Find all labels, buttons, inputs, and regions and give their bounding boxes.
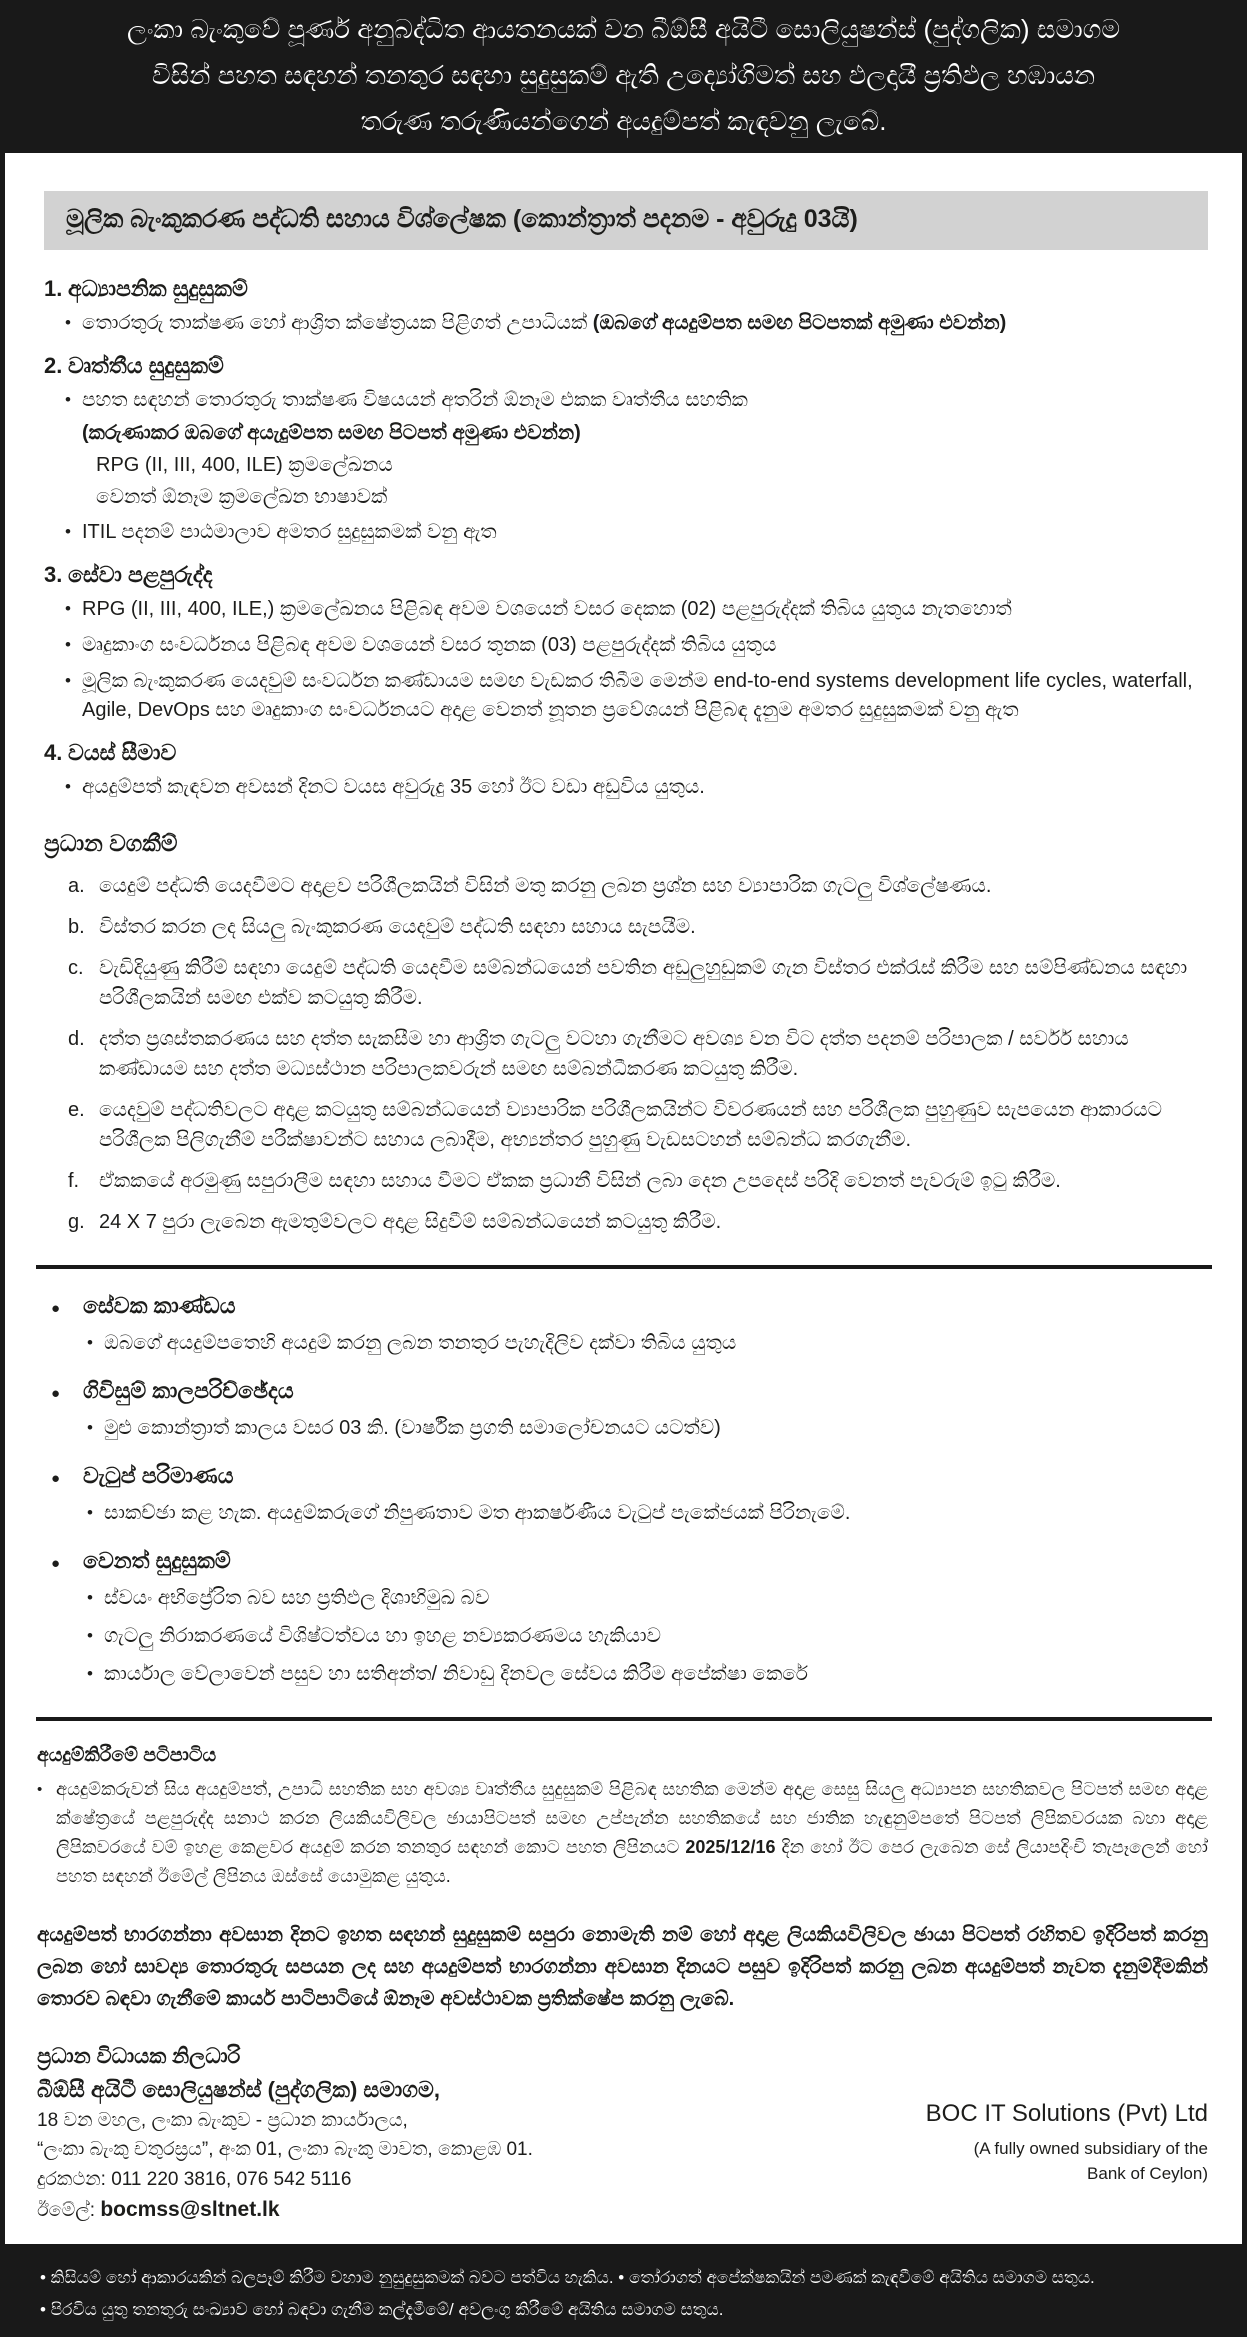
section-heading	[44, 276, 1208, 302]
contact-address-line-2: “ලංකා බැංකු චතුරස්‍රය”, අංක 01, ලංකා බැංකු මාවත, කොළඹ 01.	[37, 2139, 533, 2161]
info-title: වෙනත් සුදුසුකම්	[83, 1547, 231, 1573]
duty-text: දත්ත ප්‍රශස්තකරණය සහ දත්ත සැකසීම හා ආශ්‍රිත ගැටලු වටහා ගැනීමට අවශ්‍ය වන විට දත්ත පදනම් පරිපාලක / සර්වර් සහාය කණ්ඩායම සහ දත්ත මධ්‍යස්ථාන පරිපාලකවරුන් සමඟ සම්බන්ධීකරණ කටයුතු කිරීම.	[99, 1027, 1129, 1080]
bullet-item	[44, 631, 1208, 660]
duty-label: g.	[68, 1210, 85, 1233]
section-number: 4.	[44, 739, 63, 765]
dot-bullet-icon: ●	[51, 1469, 61, 1487]
bullet-item	[87, 1622, 1208, 1651]
bullet-icon: •	[87, 1625, 93, 1645]
duty-text: වැඩිදියුණු කිරීම් සඳහා යෙදුම් පද්ධති යෙදවීම සම්බන්ධයෙන් පවතින අඩුලුහුඩුකම් ගැන විස්තර එක්රැස් කිරීම සහ සම්පිණ්ඩනය සඳහා පරිශීලකයින් සමඟ එක්ව කටයුතු කිරීම.	[99, 956, 1188, 1009]
duty-item-c	[44, 953, 1208, 1013]
section-key-responsibilities	[44, 830, 1208, 1237]
header-banner	[0, 0, 1247, 153]
banner-line-1: ලංකා බැංකුවේ පූර්ණ අනුබද්ධිත ආයතනයක් වන බීඕසී අයිටී සොලියුෂන්ස් (පුද්ගලික) සමාගම	[126, 13, 1121, 44]
phone-label: දුරකථන:	[37, 2168, 112, 2190]
info-body	[44, 1499, 1208, 1528]
bullet-item	[87, 1660, 1208, 1689]
section-number: 2.	[44, 352, 63, 378]
bullet-icon: •	[87, 1502, 93, 1522]
job-title: මූලික බැංකුකරණ පද්ධති සහාය විශ්ලේෂක (කොන්ත්‍රාත් පදනම - අවුරුදු 03යි)	[66, 205, 858, 233]
bullet-text: ඔබගේ අයදුම්පතෙහි අයදුම් කරනු ලබන තනතුර පැහැදිලිව දක්වා තිබිය යුතුය	[104, 1331, 737, 1354]
bullet-text: කාර්යාල වේලාවෙන් පසුව හා සතිඅන්ත/ නිවාඩු දිනවල සේවය කිරීම අපේක්ෂා කෙරේ	[104, 1662, 809, 1685]
banner-line-3: තරුණ තරුණියන්ගෙන් අයදුම්පත් කැඳවනු ලැබේ.	[360, 105, 887, 136]
section-age-limit	[44, 740, 1208, 802]
duties-heading: ප්‍රධාන වගකීම්	[44, 829, 178, 856]
duty-text: ඒකකයේ අරමුණු සපුරාලීම සඳහා සහාය වීමට ඒකක ප්‍රධානී විසින් ලබා දෙන උපදෙස් පරිදි වෙනත් පැවරුම් ඉටු කිරීම.	[99, 1169, 1061, 1192]
bullet-text: මුළු කොන්ත්‍රාත් කාලය වසර 03 කි. (වාර්ෂික ප්‍රගති සමාලෝචනයට යටත්ව)	[104, 1416, 721, 1439]
footer-banner	[0, 2244, 1247, 2337]
bullet-item	[44, 386, 1208, 415]
bullet-item	[87, 1414, 1208, 1443]
section-application-procedure	[37, 1744, 1208, 1892]
footer-note-1: • කිසියම් හෝ ආකාරයකින් බලපෑම් කිරීම වහාම නුසුදුසුකමක් බවට පත්විය හැකිය. • තෝරාගත් අපේක්ෂකයින් පමණක් කැඳවීමේ අයිතිය සමාගම සතුය.	[40, 2268, 1095, 2288]
section-title: සේවා පළපුරුද්ද	[68, 561, 213, 587]
bullet-text: ගැටලු නිරාකරණයේ විශිෂ්ටත්වය හා ඉහළ නව්‍යකරණමය හැකියාව	[104, 1624, 661, 1647]
bullet-text	[82, 309, 1006, 338]
section-other-qualifications	[44, 1548, 1208, 1689]
section-salary-scale	[44, 1463, 1208, 1528]
bullet-icon: •	[87, 1417, 93, 1437]
contact-company-name: බීඕසී අයිටී සොලියුෂන්ස් (පුද්ගලික) සමාගම,	[37, 2076, 440, 2102]
bullet-text: ITIL පදනම් පාඨමාලාව අමතර සුදුසුකමක් වනු ඇත	[82, 520, 497, 543]
application-paragraph	[37, 1775, 1208, 1892]
sub-item-other-language: වෙනත් ඕනෑම ක්‍රමලේඛන භාෂාවක්	[96, 485, 388, 508]
bullet-icon: •	[87, 1587, 93, 1607]
bullet-icon: •	[65, 598, 71, 618]
section-heading	[44, 353, 1208, 379]
bullet-item	[44, 309, 1208, 338]
duty-text: යෙදවුම් පද්ධතිවලට අදාළ කටයුතු සම්බන්ධයෙන් ව්‍යාපාරික පරිශීලකයින්ට විවරණයන් සහ පරිශීලක පුහුණුව සැපයෙන ආකාරයට පරිශීලක පිලිගැනීම් පරීක්ෂාවන්ට සහාය ලබාදීම, අභ්‍යන්තර පුහුණු වැඩසටහන් සම්බන්ධ කරගැනීම.	[99, 1098, 1163, 1151]
bullet-text: RPG (II, III, 400, ILE,) ක්‍රමලේඛනය පිළිබඳ අවම වශයෙන් වසර දෙකක (02) පළපුරුද්දක් තිබිය යුතුය නැතහොත්	[82, 597, 1012, 620]
duty-text: විස්තර කරන ලද සියලු බැංකුකරණ යෙදවුම් පද්ධති සඳහා සහාය සැපයීම.	[99, 915, 696, 938]
bullet-item	[44, 667, 1208, 725]
section-number: 3.	[44, 561, 63, 587]
sub-item-rpg: RPG (II, III, 400, ILE) ක්‍රමලේඛනය	[96, 453, 393, 476]
content-area	[0, 153, 1247, 2244]
section-heading	[44, 740, 1208, 766]
info-heading	[44, 1548, 1208, 1574]
contact-block	[37, 2041, 1208, 2226]
phone-numbers: 011 220 3816, 076 542 5116	[111, 2168, 352, 2190]
duty-item-a	[44, 871, 1208, 901]
bullet-icon: •	[87, 1332, 93, 1352]
application-heading: අයදුම්කිරීමේ පටිපාටිය	[37, 1744, 217, 1766]
section-professional-qualifications	[44, 353, 1208, 547]
section-number: 1.	[44, 275, 63, 301]
section-employee-category	[44, 1293, 1208, 1358]
bullet-text: ස්වයං අභිප්‍රේරිත බව සහ ප්‍රතිඵල දිශාභිමුඛ බව	[104, 1586, 490, 1609]
duty-label: d.	[68, 1027, 85, 1050]
bullet-icon: •	[65, 670, 71, 690]
bullet-item	[87, 1499, 1208, 1528]
bullet-text: පහත සඳහන් තොරතුරු තාක්ෂණ විෂයයන් අතරින් ඕනෑම එකක වෘත්තීය සහතික	[82, 388, 748, 411]
duty-text: 24 X 7 පුරා ලැබෙන ඇමතුම්වලට අදාළ සිදුවීම් සම්බන්ධයෙන් කටයුතු කිරීම.	[99, 1210, 722, 1233]
contact-address-line-1: 18 වන මහල, ලංකා බැංකුව - ප්‍රධාන කාර්යාලය,	[37, 2109, 408, 2131]
bullet-text: මෘදුකාංග සංවර්ධනය පිළිබඳ අවම වශයෙන් වසර තුනක (03) පළපුරුද්දක් තිබිය යුතුය	[82, 633, 777, 656]
bullet-text: සාකච්ඡා කළ හැක. අයදුම්කරුගේ නිපුණතාව මත ආකර්ෂණීය වැටුප් පැකේජයක් පිරිනැමේ.	[104, 1501, 851, 1524]
divider	[36, 1265, 1212, 1269]
duty-label: a.	[68, 874, 85, 897]
bullet-text: මූලික බැංකුකරණ යෙදවුම් සංවර්ධන කණ්ඩායම සමඟ වැඩකර තිබීම මෙන්ම end-to-end systems development life cycles, waterfall, Agile, DevOps සහ මෘදුකාංග සංවර්ධනයට අදාළ වෙනත් නූතන ප්‍රවේශයන් පිළිබඳ දැනුම අමතර සුදුසුකමක් වනු ඇත	[82, 669, 1193, 721]
dot-bullet-icon: ●	[51, 1384, 61, 1402]
info-title: සේවක කාණ්ඩය	[83, 1292, 236, 1318]
section-experience	[44, 562, 1208, 725]
info-title: වැටුප් පරිමාණය	[83, 1462, 234, 1488]
banner-line-2: විසින් පහත සඳහන් තනතුර සඳහා සුදුසුකම් ඇති උද්‍යෝගිමත් සහ ඵලදායී ප්‍රතිඵල හඹායන	[151, 59, 1096, 90]
section-title: අධ්‍යාපනික සුදුසුකම්	[68, 275, 248, 301]
bullet-icon: •	[37, 1780, 43, 1798]
bullet-icon: •	[65, 389, 71, 409]
bullet-continuation-bold: (කරුණාකර ඔබගේ අයැදුම්පත සමඟ පිටපත් අමුණා එවන්න)	[82, 421, 581, 444]
section-contract-period	[44, 1378, 1208, 1443]
bullet-item	[44, 773, 1208, 802]
info-title: ගිවිසුම් කාලපරිච්ඡේදය	[83, 1377, 294, 1403]
dot-bullet-icon: ●	[51, 1554, 61, 1572]
bullet-item	[44, 518, 1208, 547]
section-educational-qualifications	[44, 276, 1208, 338]
duty-label: b.	[68, 915, 85, 938]
bullet-icon: •	[65, 312, 71, 332]
application-deadline-date: 2025/12/16	[685, 1836, 776, 1857]
info-heading	[44, 1463, 1208, 1489]
job-title-bar	[44, 191, 1208, 250]
company-english-name: BOC IT Solutions (Pvt) Ltd	[925, 2100, 1208, 2128]
bullet-icon: •	[65, 634, 71, 654]
company-english-subtitle-2: Bank of Ceylon)	[1087, 2163, 1208, 2183]
duty-item-f	[44, 1166, 1208, 1196]
section-title: වයස් සීමාව	[68, 739, 177, 765]
bullet-text-bold: (ඔබගේ අයදුම්පත සමඟ පිටපතක් අමුණා එවන්න)	[592, 311, 1007, 334]
bullet-item	[87, 1329, 1208, 1358]
rejection-warning-paragraph: අයදුම්පත් භාරගන්නා අවසාන දිනට ඉහත සඳහන් සුදුසුකම් සපුරා නොමැති නම් හෝ අදාළ ලියකියවිලිවල ඡායා පිටපත් රහිතව ඉදිරිපත් කරනු ලබන හෝ සාවද්‍ය තොරතුරු සපයන ලද සහ අයදුම්පත් භාරගන්නා අවසාන දිනයට පසුව ඉදිරිපත් කරනු ලබන අයදුම්පත් නැවත දැනුම්දීමකින් තොරව බඳවා ගැනීමේ කාර්ය පාටිපාටියේ ඕනෑම අවස්ථාවක ප්‍රතික්ෂේප කරනු ලැබේ.	[37, 1924, 1208, 2011]
duty-text: යෙදුම් පද්ධති යෙදවීමට අදාළව පරිශීලකයින් විසින් මතු කරනු ලබන ප්‍රශ්න සහ ව්‍යාපාරික ගැටලු විශ්ලේෂණය.	[99, 874, 992, 897]
duty-label: f.	[68, 1169, 80, 1192]
bullet-icon: •	[65, 776, 71, 796]
bullet-item	[44, 595, 1208, 624]
contact-address	[37, 2041, 533, 2226]
company-english-block	[926, 2097, 1208, 2226]
divider	[36, 1717, 1212, 1721]
duty-label: e.	[68, 1098, 85, 1121]
email-label: ඊමේල්:	[37, 2199, 101, 2221]
contact-recipient-title: ප්‍රධාන විධායක නිලධාරි	[37, 2045, 241, 2069]
duty-label: c.	[68, 956, 84, 979]
duty-item-b	[44, 912, 1208, 942]
info-body	[44, 1414, 1208, 1443]
duty-item-d	[44, 1024, 1208, 1084]
contact-phone-line	[37, 2165, 533, 2194]
info-heading	[44, 1378, 1208, 1404]
bullet-icon: •	[87, 1663, 93, 1683]
footer-note-2: • පිරවිය යුතු තනතුරු සංඛ්‍යාව හෝ බඳවා ගැනීම කල්දැමීමේ/ අවලංගු කිරීමේ අයිතිය සමාගම සතුය.	[40, 2299, 724, 2319]
bullet-text-normal: තොරතුරු තාක්ෂණ හෝ ආශ්‍රිත ක්ෂේත්‍රයක පිළිගත් උපාධියක්	[82, 311, 593, 334]
application-text-after: දින හෝ ඊට පෙර ලැබෙන සේ ලියාපදිංචි තැපෑලෙන් හෝ පහත සඳහන් ඊමේල් ලිපිනය ඔස්සේ යොමුකළ යුතුය.	[56, 1836, 1208, 1886]
application-text	[56, 1775, 1208, 1892]
duty-item-g	[44, 1207, 1208, 1237]
bullet-icon: •	[65, 521, 71, 541]
application-text-before: අයදුම්කරුවන් සිය අයදුම්පත්, උපාධි සහතික සහ අවශ්‍ය වෘත්තීය සුදුසුකම් පිළිබඳ සහතික මෙන්ම අදාළ සෙසු සියලු අධ්‍යාපන සහතිකවල පිටපත් සමඟ අදාළ ක්ෂේත්‍රයේ පළපුරුද්ද සනාථ කරන ලියකියවිලිවල ඡායාපිටපත් සමඟ උප්පැන්න සහතිකයේ සහ ජාතික හැඳුනුම්පතේ පිටපත් ලිපිකවරයක බහා අදාළ ලිපිකවරයේ වම් ඉහළ කෙළවර අයදුම් කරන තනතුර සඳහන් කොට පහත ලිපිනයට	[56, 1778, 1208, 1857]
company-english-subtitle-1: (A fully owned subsidiary of the	[973, 2139, 1208, 2159]
bullet-text: අයදුම්පත් කැඳවන අවසන් දිනට වයස අවුරුදු 35 හෝ ඊට වඩා අඩුවිය යුතුය.	[82, 775, 705, 798]
duty-item-e	[44, 1095, 1208, 1155]
bullet-item	[87, 1584, 1208, 1613]
contact-email-line	[37, 2194, 533, 2227]
email-address: bocmss@sltnet.lk	[100, 2197, 280, 2221]
section-title: වෘත්තීය සුදුසුකම්	[68, 352, 224, 378]
section-heading	[44, 562, 1208, 588]
info-heading	[44, 1293, 1208, 1319]
dot-bullet-icon: ●	[51, 1299, 61, 1317]
info-body	[44, 1329, 1208, 1358]
info-body	[44, 1584, 1208, 1689]
